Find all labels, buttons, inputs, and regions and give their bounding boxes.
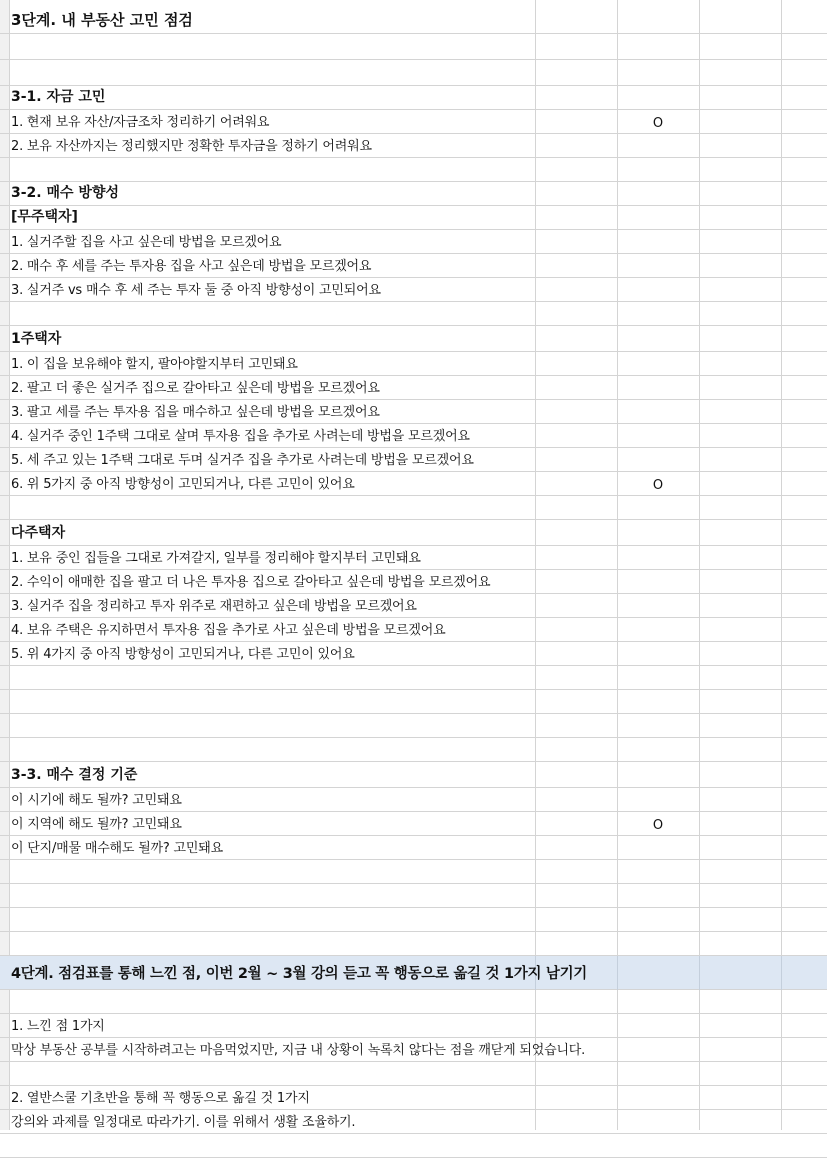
cell-text: 이 단지/매물 매수해도 될까? 고민돼요 [11,841,223,856]
cell-text: 3. 실거주 집을 정리하고 투자 위주로 재편하고 싶은데 방법을 모르겠어요 [11,599,417,614]
empty-row[interactable] [0,884,827,908]
sheet-row[interactable] [0,1014,827,1038]
column-divider [617,956,618,990]
empty-row[interactable] [0,1062,827,1086]
cell-text: 1. 느낀 점 1가지 [11,1019,105,1034]
cell-text: 2. 보유 자산까지는 정리했지만 정확한 투자금을 정하기 어려워요 [11,139,372,154]
sheet-row[interactable] [0,400,827,424]
empty-row[interactable] [0,34,827,60]
sheet-row[interactable] [0,836,827,860]
sheet-row[interactable] [0,0,827,34]
sheet-row[interactable] [0,278,827,302]
section-heading: 1주택자 [11,331,62,347]
sheet-row[interactable] [0,546,827,570]
sheet-row[interactable] [0,1038,827,1062]
sheet-row[interactable] [0,206,827,230]
check-mark: O [652,478,664,493]
cell-text: 4. 보유 주택은 유지하면서 투자용 집을 추가로 사고 싶은데 방법을 모르겠어요 [11,623,446,638]
sheet-row[interactable] [0,618,827,642]
sheet-row[interactable] [0,134,827,158]
cell-text: 5. 세 주고 있는 1주택 그대로 두며 실거주 집을 추가로 사려는데 방법을 모르겠어요 [11,453,474,468]
sheet-row[interactable] [0,472,827,496]
cell-text: 1. 보유 중인 집들을 그대로 가져갈지, 일부를 정리해야 할지부터 고민돼요 [11,551,421,566]
empty-row[interactable] [0,690,827,714]
section-heading: 4단계. 점검표를 통해 느낀 점, 이번 2월 ~ 3월 강의 듣고 꼭 행동으로 옮길 것 1가지 남기기 [11,966,588,982]
empty-row[interactable] [0,60,827,86]
section-heading: 다주택자 [11,525,66,541]
cell-text: 1. 실거주할 집을 사고 싶은데 방법을 모르겠어요 [11,235,282,250]
section-heading: 3단계. 내 부동산 고민 점검 [11,11,193,29]
empty-row[interactable] [0,158,827,182]
sheet-row[interactable] [0,352,827,376]
sheet-row[interactable] [0,182,827,206]
section-heading: 3-3. 매수 결정 기준 [11,767,138,783]
cell-text: 3. 팔고 세를 주는 투자용 집을 매수하고 싶은데 방법을 모르겠어요 [11,405,380,420]
cell-text: 5. 위 4가지 중 아직 방향성이 고민되거나, 다른 고민이 있어요 [11,647,355,662]
empty-row[interactable] [0,738,827,762]
sheet-row[interactable] [0,594,827,618]
sheet-row[interactable] [0,1110,827,1134]
sheet-row[interactable] [0,812,827,836]
cell-text: 2. 열반스쿨 기초반을 통해 꼭 행동으로 옮길 것 1가지 [11,1091,310,1106]
sheet-row[interactable] [0,376,827,400]
cell-text: 이 지역에 해도 될까? 고민돼요 [11,817,182,832]
check-mark: O [652,818,664,833]
sheet-row[interactable] [0,520,827,546]
section-heading: 3-2. 매수 방향성 [11,185,119,201]
cell-text: 2. 매수 후 세를 주는 투자용 집을 사고 싶은데 방법을 모르겠어요 [11,259,372,274]
cell-text: 2. 수익이 애매한 집을 팔고 더 나은 투자용 집으로 갈아타고 싶은데 방법을 모르겠어요 [11,575,491,590]
empty-row[interactable] [0,932,827,956]
sheet-row[interactable] [0,762,827,788]
sheet-row[interactable] [0,788,827,812]
cell-text: 1. 현재 보유 자산/자금조차 정리하기 어려워요 [11,115,270,130]
empty-row[interactable] [0,1134,827,1158]
sheet-row[interactable] [0,254,827,278]
sheet-row[interactable] [0,570,827,594]
empty-row[interactable] [0,860,827,884]
section-heading: [무주택자] [11,209,78,225]
cell-text: 2. 팔고 더 좋은 실거주 집으로 갈아타고 싶은데 방법을 모르겠어요 [11,381,380,396]
empty-row[interactable] [0,496,827,520]
cell-text: 이 시기에 해도 될까? 고민돼요 [11,793,182,808]
sheet-row[interactable] [0,956,827,990]
sheet-row[interactable] [0,110,827,134]
empty-row[interactable] [0,990,827,1014]
sheet-row[interactable] [0,230,827,254]
sheet-row[interactable] [0,642,827,666]
column-divider [699,956,700,990]
cell-text: 1. 이 집을 보유해야 할지, 팔아야할지부터 고민돼요 [11,357,298,372]
cell-text: 4. 실거주 중인 1주택 그대로 살며 투자용 집을 추가로 사려는데 방법을 모르겠어요 [11,429,470,444]
sheet-row[interactable] [0,424,827,448]
sheet-row[interactable] [0,326,827,352]
check-mark: O [652,116,664,131]
empty-row[interactable] [0,302,827,326]
sheet-row[interactable] [0,86,827,110]
empty-row[interactable] [0,666,827,690]
section-heading: 3-1. 자금 고민 [11,89,106,105]
cell-text: 3. 실거주 vs 매수 후 세 주는 투자 둘 중 아직 방향성이 고민되어요 [11,283,381,298]
column-divider [781,956,782,990]
cell-text: 강의와 과제를 일정대로 따라가기. 이를 위해서 생활 조율하기. [11,1115,356,1130]
sheet-row[interactable] [0,1086,827,1110]
cell-text: 막상 부동산 공부를 시작하려고는 마음먹었지만, 지금 내 상황이 녹록치 않다는 점을 깨닫게 되었습니다. [11,1043,586,1058]
cell-text: 6. 위 5가지 중 아직 방향성이 고민되거나, 다른 고민이 있어요 [11,477,355,492]
empty-row[interactable] [0,714,827,738]
empty-row[interactable] [0,908,827,932]
sheet-row[interactable] [0,448,827,472]
